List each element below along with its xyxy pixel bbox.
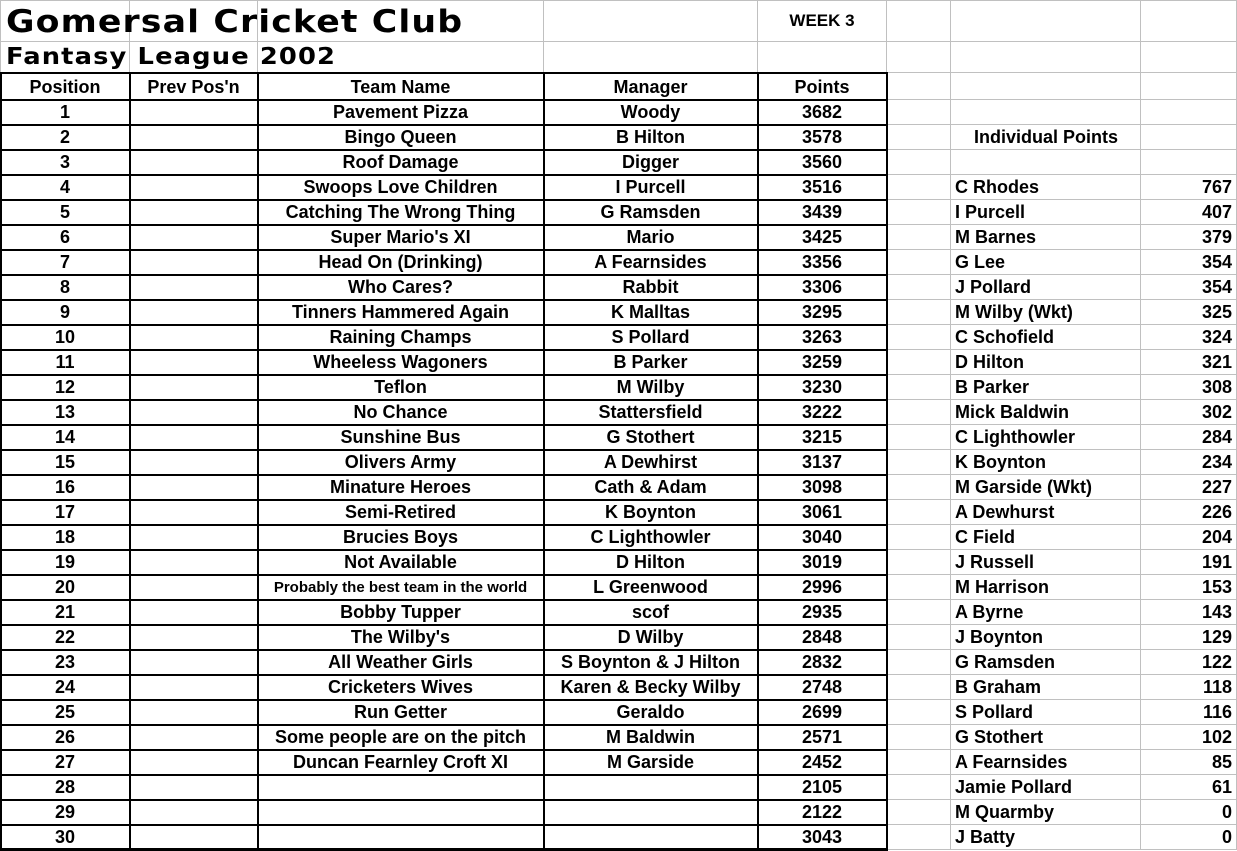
team-name-cell: Brucies Boys: [342, 527, 459, 547]
player-points: 325: [1201, 302, 1232, 322]
team-name-cell: Swoops Love Children: [303, 177, 498, 197]
manager-cell: Digger: [621, 152, 679, 172]
prev-pos-cell: [130, 700, 257, 725]
player-name: J Pollard: [955, 277, 1032, 297]
prev-pos-cell: [130, 175, 257, 200]
team-name-cell: Bobby Tupper: [340, 602, 461, 622]
manager-cell: D Hilton: [616, 552, 685, 572]
position-cell: 7: [59, 252, 70, 272]
manager-cell: [544, 825, 757, 850]
points-cell: 3295: [801, 302, 843, 322]
team-name-cell: [258, 775, 543, 800]
position-cell: 22: [54, 627, 76, 647]
player-name: C Schofield: [955, 327, 1055, 347]
team-name-cell: Teflon: [374, 377, 427, 397]
team-name-cell: Pavement Pizza: [332, 102, 469, 122]
team-name-cell: Duncan Fearnley Croft XI: [292, 752, 509, 772]
player-name: C Rhodes: [955, 177, 1040, 197]
team-name-cell: [258, 800, 543, 825]
prev-pos-cell: [130, 525, 257, 550]
position-cell: 29: [54, 802, 76, 822]
week-label: WEEK 3: [789, 11, 855, 30]
manager-cell: A Fearnsides: [594, 252, 707, 272]
player-points: 61: [1211, 777, 1232, 797]
team-name-cell: Some people are on the pitch: [274, 727, 527, 747]
player-points: 354: [1201, 252, 1232, 272]
points-cell: 3019: [801, 552, 843, 572]
position-cell: 9: [59, 302, 70, 322]
team-name-cell: All Weather Girls: [328, 652, 473, 672]
points-cell: 2699: [801, 702, 843, 722]
player-points: 308: [1201, 377, 1232, 397]
position-cell: 1: [59, 102, 70, 122]
player-name: A Fearnsides: [955, 752, 1068, 772]
manager-cell: K Boynton: [605, 502, 696, 522]
prev-pos-cell: [130, 750, 257, 775]
player-points: 0: [1221, 827, 1232, 847]
team-name-cell: Sunshine Bus: [340, 427, 461, 447]
prev-pos-cell: [130, 550, 257, 575]
points-cell: 2848: [801, 627, 843, 647]
points-cell: 3439: [801, 202, 843, 222]
points-cell: 3061: [801, 502, 843, 522]
position-cell: 13: [54, 402, 76, 422]
player-points: 129: [1201, 627, 1232, 647]
manager-cell: Mario: [626, 227, 675, 247]
player-points: 102: [1201, 727, 1232, 747]
player-points: 153: [1201, 577, 1232, 597]
prev-pos-cell: [130, 400, 257, 425]
table-border-vertical: [886, 72, 888, 850]
team-name-cell: Head On (Drinking): [318, 252, 483, 272]
player-name: C Lighthowler: [955, 427, 1075, 447]
player-name: J Russell: [955, 552, 1035, 572]
points-cell: 2122: [801, 802, 843, 822]
prev-pos-cell: [130, 150, 257, 175]
manager-cell: Geraldo: [616, 702, 685, 722]
points-cell: 3259: [801, 352, 843, 372]
player-name: M Garside (Wkt): [955, 477, 1093, 497]
prev-pos-cell: [130, 575, 257, 600]
player-name: K Boynton: [955, 452, 1046, 472]
team-name-cell: Run Getter: [353, 702, 447, 722]
player-name: M Barnes: [955, 227, 1037, 247]
points-cell: 3425: [801, 227, 843, 247]
team-name-cell: Not Available: [344, 552, 457, 572]
club-title: Gomersal Cricket Club: [6, 4, 464, 40]
player-name: C Field: [955, 527, 1016, 547]
points-cell: 3516: [801, 177, 843, 197]
header-position: Position: [29, 77, 101, 97]
table-border-horizontal: [0, 72, 888, 74]
manager-cell: Stattersfield: [598, 402, 703, 422]
player-name: S Pollard: [955, 702, 1034, 722]
points-cell: 3230: [801, 377, 843, 397]
position-cell: 24: [54, 677, 76, 697]
manager-cell: A Dewhirst: [603, 452, 698, 472]
manager-cell: M Baldwin: [606, 727, 695, 747]
player-points: 116: [1202, 702, 1232, 722]
prev-pos-cell: [130, 800, 257, 825]
manager-cell: G Ramsden: [600, 202, 701, 222]
team-name-cell: Minature Heroes: [329, 477, 472, 497]
manager-cell: C Lighthowler: [590, 527, 711, 547]
prev-pos-cell: [130, 600, 257, 625]
player-points: 85: [1211, 752, 1232, 772]
position-cell: 6: [59, 227, 70, 247]
manager-cell: Rabbit: [622, 277, 679, 297]
player-name: M Quarmby: [955, 802, 1055, 822]
prev-pos-cell: [130, 500, 257, 525]
player-points: 324: [1201, 327, 1232, 347]
team-name-cell: Semi-Retired: [344, 502, 457, 522]
position-cell: 28: [54, 777, 76, 797]
position-cell: 21: [54, 602, 76, 622]
player-name: I Purcell: [955, 202, 1026, 222]
player-name: A Byrne: [955, 602, 1024, 622]
player-points: 191: [1201, 552, 1232, 572]
player-points: 379: [1201, 227, 1232, 247]
prev-pos-cell: [130, 825, 257, 850]
player-points: 234: [1201, 452, 1232, 472]
header-points: Points: [794, 77, 850, 97]
prev-pos-cell: [130, 325, 257, 350]
position-cell: 10: [54, 327, 76, 347]
team-name-cell: Roof Damage: [342, 152, 459, 172]
points-cell: 2996: [801, 577, 843, 597]
prev-pos-cell: [130, 300, 257, 325]
team-name-cell: Probably the best team in the world: [273, 579, 528, 596]
points-cell: 2748: [801, 677, 843, 697]
points-cell: 2935: [801, 602, 843, 622]
player-name: J Batty: [955, 827, 1016, 847]
player-name: M Wilby (Wkt): [955, 302, 1073, 322]
team-name-cell: Bingo Queen: [344, 127, 457, 147]
team-name-cell: Raining Champs: [329, 327, 472, 347]
prev-pos-cell: [130, 100, 257, 125]
player-name: Mick Baldwin: [955, 402, 1070, 422]
points-cell: 3222: [801, 402, 843, 422]
player-points: 118: [1202, 677, 1232, 697]
manager-cell: B Hilton: [616, 127, 685, 147]
manager-cell: S Pollard: [611, 327, 690, 347]
manager-cell: [544, 800, 757, 825]
prev-pos-cell: [130, 650, 257, 675]
player-name: D Hilton: [955, 352, 1024, 372]
points-cell: 3578: [801, 127, 843, 147]
team-name-cell: Wheeless Wagoners: [313, 352, 488, 372]
position-cell: 11: [55, 352, 75, 372]
manager-cell: M Garside: [606, 752, 695, 772]
team-name-cell: Who Cares?: [347, 277, 453, 297]
player-name: B Graham: [955, 677, 1042, 697]
player-points: 354: [1201, 277, 1232, 297]
position-cell: 8: [59, 277, 70, 297]
points-cell: 3263: [801, 327, 843, 347]
position-cell: 27: [54, 752, 76, 772]
player-points: 204: [1201, 527, 1232, 547]
points-cell: 2571: [801, 727, 843, 747]
points-cell: 3215: [801, 427, 843, 447]
prev-pos-cell: [130, 625, 257, 650]
manager-cell: Woody: [620, 102, 681, 122]
player-name: M Harrison: [955, 577, 1050, 597]
prev-pos-cell: [130, 275, 257, 300]
team-name-cell: Olivers Army: [344, 452, 457, 472]
position-cell: 23: [54, 652, 76, 672]
player-name: G Lee: [955, 252, 1006, 272]
team-name-cell: Catching The Wrong Thing: [285, 202, 516, 222]
position-cell: 30: [54, 827, 76, 847]
prev-pos-cell: [130, 125, 257, 150]
team-name-cell: The Wilby's: [350, 627, 451, 647]
points-cell: 3356: [801, 252, 843, 272]
team-name-cell: No Chance: [353, 402, 448, 422]
player-name: J Boynton: [955, 627, 1043, 647]
position-cell: 20: [54, 577, 76, 597]
points-cell: 3040: [801, 527, 843, 547]
manager-cell: Cath & Adam: [594, 477, 707, 497]
position-cell: 12: [54, 377, 76, 397]
prev-pos-cell: [130, 775, 257, 800]
grid-row-line: [0, 0, 1237, 1]
prev-pos-cell: [130, 475, 257, 500]
manager-cell: S Boynton & J Hilton: [561, 652, 740, 672]
prev-pos-cell: [130, 450, 257, 475]
team-name-cell: Super Mario's XI: [330, 227, 471, 247]
points-cell: 3043: [801, 827, 843, 847]
prev-pos-cell: [130, 725, 257, 750]
prev-pos-cell: [130, 375, 257, 400]
points-cell: 3098: [801, 477, 843, 497]
individual-points-title: Individual Points: [973, 127, 1118, 147]
prev-pos-cell: [130, 200, 257, 225]
manager-cell: K Malltas: [610, 302, 691, 322]
points-cell: 2832: [801, 652, 843, 672]
prev-pos-cell: [130, 425, 257, 450]
points-cell: 2105: [801, 777, 843, 797]
position-cell: 15: [54, 452, 76, 472]
manager-cell: [544, 775, 757, 800]
position-cell: 19: [54, 552, 76, 572]
manager-cell: Karen & Becky Wilby: [560, 677, 741, 697]
player-points: 321: [1201, 352, 1232, 372]
position-cell: 5: [59, 202, 70, 222]
player-points: 122: [1201, 652, 1232, 672]
prev-pos-cell: [130, 250, 257, 275]
points-cell: 3137: [801, 452, 843, 472]
manager-cell: scof: [631, 602, 669, 622]
manager-cell: D Wilby: [617, 627, 684, 647]
position-cell: 18: [54, 527, 76, 547]
position-cell: 2: [59, 127, 70, 147]
player-points: 302: [1201, 402, 1232, 422]
manager-cell: G Stothert: [606, 427, 695, 447]
position-cell: 25: [54, 702, 76, 722]
position-cell: 4: [59, 177, 70, 197]
position-cell: 26: [54, 727, 76, 747]
points-cell: 3306: [801, 277, 843, 297]
league-subtitle: Fantasy League 2002: [6, 44, 337, 70]
player-points: 227: [1201, 477, 1232, 497]
header-manager: Manager: [613, 77, 688, 97]
position-cell: 16: [54, 477, 76, 497]
player-points: 143: [1201, 602, 1232, 622]
position-cell: 14: [54, 427, 76, 447]
player-points: 0: [1221, 802, 1232, 822]
position-cell: 3: [59, 152, 70, 172]
player-points: 407: [1201, 202, 1232, 222]
player-points: 284: [1201, 427, 1232, 447]
player-name: B Parker: [955, 377, 1030, 397]
prev-pos-cell: [130, 350, 257, 375]
manager-cell: L Greenwood: [593, 577, 708, 597]
manager-cell: B Parker: [613, 352, 688, 372]
team-name-cell: Cricketers Wives: [328, 677, 473, 697]
points-cell: 3682: [801, 102, 843, 122]
player-name: G Stothert: [955, 727, 1043, 747]
team-name-cell: [258, 825, 543, 850]
header-team-name: Team Name: [350, 77, 451, 97]
prev-pos-cell: [130, 225, 257, 250]
points-cell: 2452: [801, 752, 843, 772]
player-points: 226: [1201, 502, 1232, 522]
player-name: A Dewhurst: [955, 502, 1055, 522]
position-cell: 17: [54, 502, 76, 522]
manager-cell: I Purcell: [615, 177, 686, 197]
player-points: 767: [1201, 177, 1232, 197]
header-prev-pos: Prev Pos'n: [147, 77, 240, 97]
points-cell: 3560: [801, 152, 843, 172]
player-name: Jamie Pollard: [955, 777, 1073, 797]
team-name-cell: Tinners Hammered Again: [291, 302, 510, 322]
player-name: G Ramsden: [955, 652, 1056, 672]
manager-cell: M Wilby: [616, 377, 685, 397]
prev-pos-cell: [130, 675, 257, 700]
